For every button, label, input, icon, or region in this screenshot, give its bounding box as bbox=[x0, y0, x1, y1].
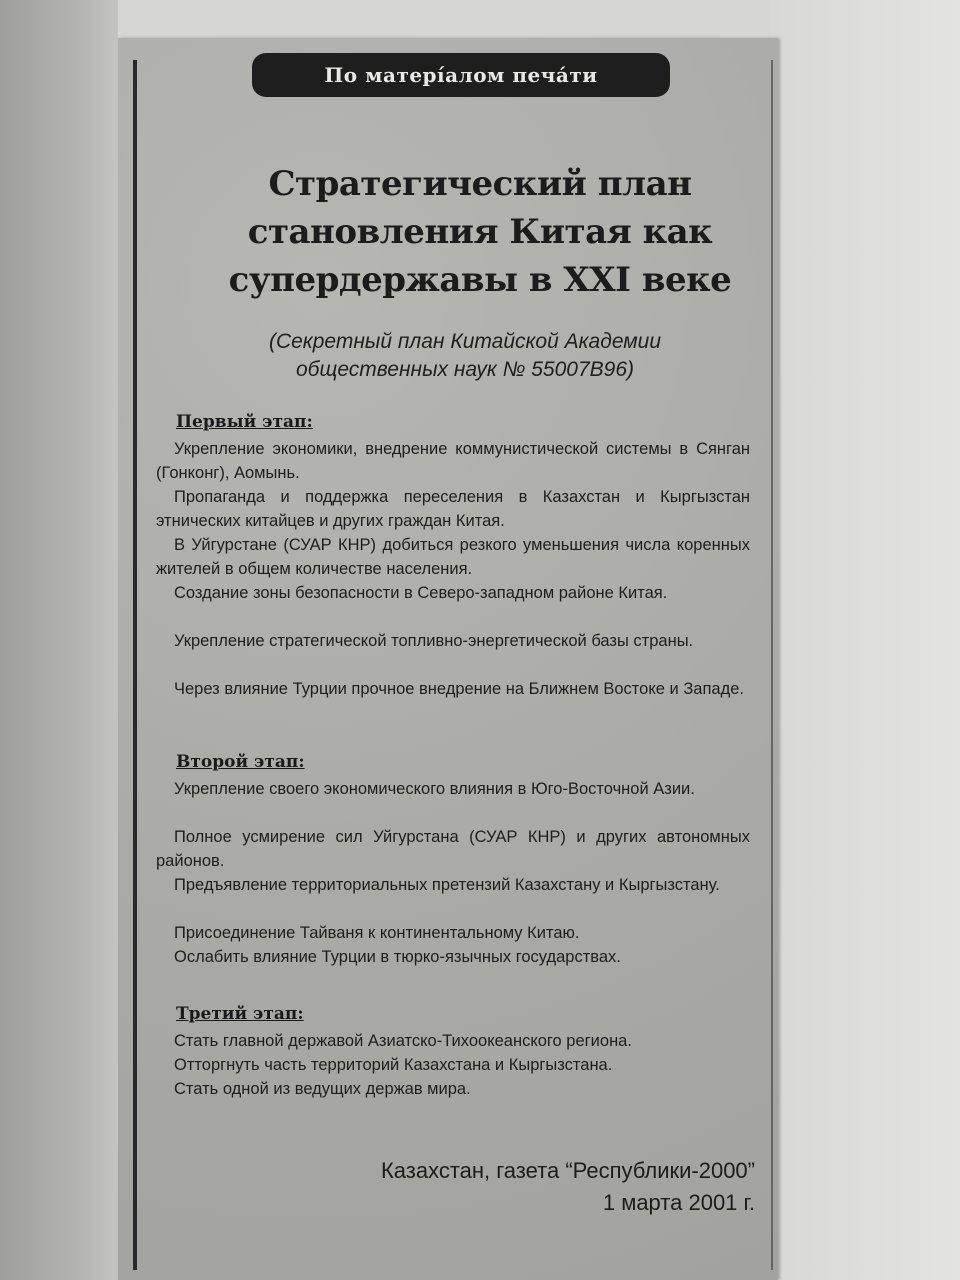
stage-2-paragraph: Полное усмирение сил Уйгурстана (СУАР КНР) и других автономных районов. bbox=[156, 828, 750, 870]
subtitle-line: общественных наук № 55007В96) bbox=[296, 358, 634, 381]
background-left bbox=[0, 0, 118, 1280]
stage-1-paragraph: Укрепление экономики, внедрение коммунистической системы в Сянган (Гонконг), Аомынь. bbox=[156, 440, 750, 482]
stage-2-paragraph: Укрепление своего экономического влияния в Юго-Восточной Азии. bbox=[174, 780, 695, 798]
publication-date: 1 марта 2001 г. bbox=[602, 1190, 755, 1215]
stage-1-paragraph: Через влияние Турции прочное внедрение на Ближнем Востоке и Западе. bbox=[174, 680, 744, 698]
stage-1-paragraph: В Уйгурстане (СУАР КНР) добиться резкого уменьшения числа коренных жителей в общем количестве населения. bbox=[156, 536, 750, 578]
stage-3-paragraph: Отторгнуть часть территорий Казахстана и Кыргызстана. bbox=[174, 1056, 613, 1074]
stage-3-paragraph: Стать одной из ведущих держав мира. bbox=[174, 1080, 471, 1098]
subtitle bbox=[200, 328, 730, 384]
source-line: Казахстан, газета “Республики-2000” bbox=[380, 1158, 755, 1183]
headline bbox=[190, 160, 770, 304]
stage-2-paragraph: Предъявление территориальных претензий Казахстану и Кыргызстану. bbox=[174, 876, 720, 894]
headline-line: Стратегический план bbox=[268, 164, 692, 204]
stage-2-paragraph: Ослабить влияние Турции в тюрко-язычных государствах. bbox=[174, 948, 621, 966]
background-right bbox=[770, 0, 960, 1280]
stage-2-heading: Второй этап: bbox=[176, 752, 305, 772]
stage-1-paragraph: Пропаганда и поддержка переселения в Казахстан и Кыргызстан этнических китайцев и других граждан Китая. bbox=[156, 488, 750, 530]
stage-3-paragraph: Стать главной державой Азиатско-Тихоокеанского региона. bbox=[174, 1032, 632, 1050]
section-banner: По матерíалом печа́ти bbox=[252, 53, 670, 97]
column-rule-left bbox=[133, 60, 137, 1270]
stage-1-paragraph: Создание зоны безопасности в Северо-западном районе Китая. bbox=[174, 584, 668, 602]
headline-line: становления Китая как bbox=[247, 212, 713, 252]
stage-1-paragraph: Укрепление стратегической топливно-энергетической базы страны. bbox=[174, 632, 694, 650]
headline-line: супердержавы в XXI веке bbox=[228, 260, 732, 300]
subtitle-line: (Секретный план Китайской Академии bbox=[268, 330, 662, 353]
stage-3-heading: Третий этап: bbox=[176, 1004, 304, 1024]
stage-1-heading: Первый этап: bbox=[176, 412, 313, 432]
column-rule-right bbox=[771, 60, 773, 1270]
stage-2-paragraph: Присоединение Тайваня к континентальному Китаю. bbox=[174, 924, 580, 942]
